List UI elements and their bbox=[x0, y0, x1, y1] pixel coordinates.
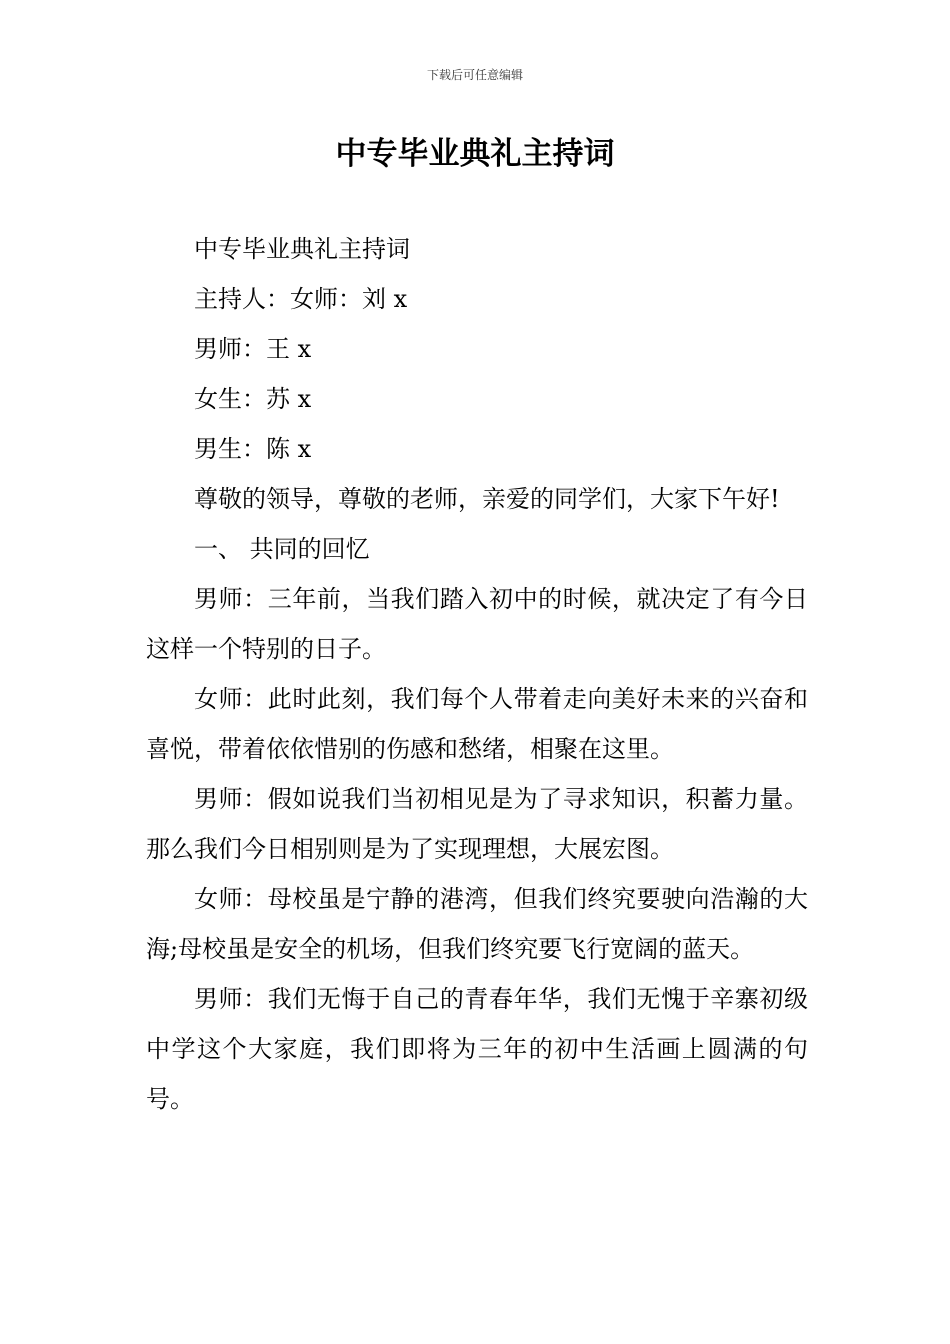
paragraph-speech: 女师：母校虽是宁静的港湾，但我们终究要驶向浩瀚的大海;母校虽是安全的机场，但我们终究要飞行宽阔的蓝天。 bbox=[146, 885, 808, 963]
paragraph-speech: 女师：此时此刻，我们每个人带着走向美好未来的兴奋和喜悦，带着依依惜别的伤感和愁绪，相聚在这里。 bbox=[146, 685, 808, 763]
paragraph-speech: 男师：假如说我们当初相见是为了寻求知识，积蓄力量。那么我们今日相别则是为了实现理想，大展宏图。 bbox=[146, 785, 808, 863]
page-header: 下载后可任意编辑 bbox=[426, 68, 523, 82]
paragraph-host-male-teacher: 男师：王 x bbox=[194, 335, 312, 363]
document-title: 中专毕业典礼主持词 bbox=[335, 136, 615, 172]
paragraph-host-female-teacher: 主持人：女师：刘 x bbox=[194, 285, 408, 313]
paragraph-host-female-student: 女生：苏 x bbox=[194, 385, 312, 413]
paragraph-speech: 男师：三年前，当我们踏入初中的时候，就决定了有今日这样一个特别的日子。 bbox=[146, 585, 808, 663]
document-body bbox=[146, 224, 808, 1124]
section-heading: 一、 共同的回忆 bbox=[194, 535, 370, 563]
paragraph-subtitle: 中专毕业典礼主持词 bbox=[194, 235, 410, 263]
paragraph-greeting: 尊敬的领导，尊敬的老师，亲爱的同学们，大家下午好! bbox=[194, 485, 780, 513]
paragraph-host-male-student: 男生：陈 x bbox=[194, 435, 312, 463]
paragraph-speech: 男师：我们无悔于自己的青春年华，我们无愧于辛寨初级中学这个大家庭，我们即将为三年的初中生活画上圆满的句号。 bbox=[146, 985, 808, 1113]
